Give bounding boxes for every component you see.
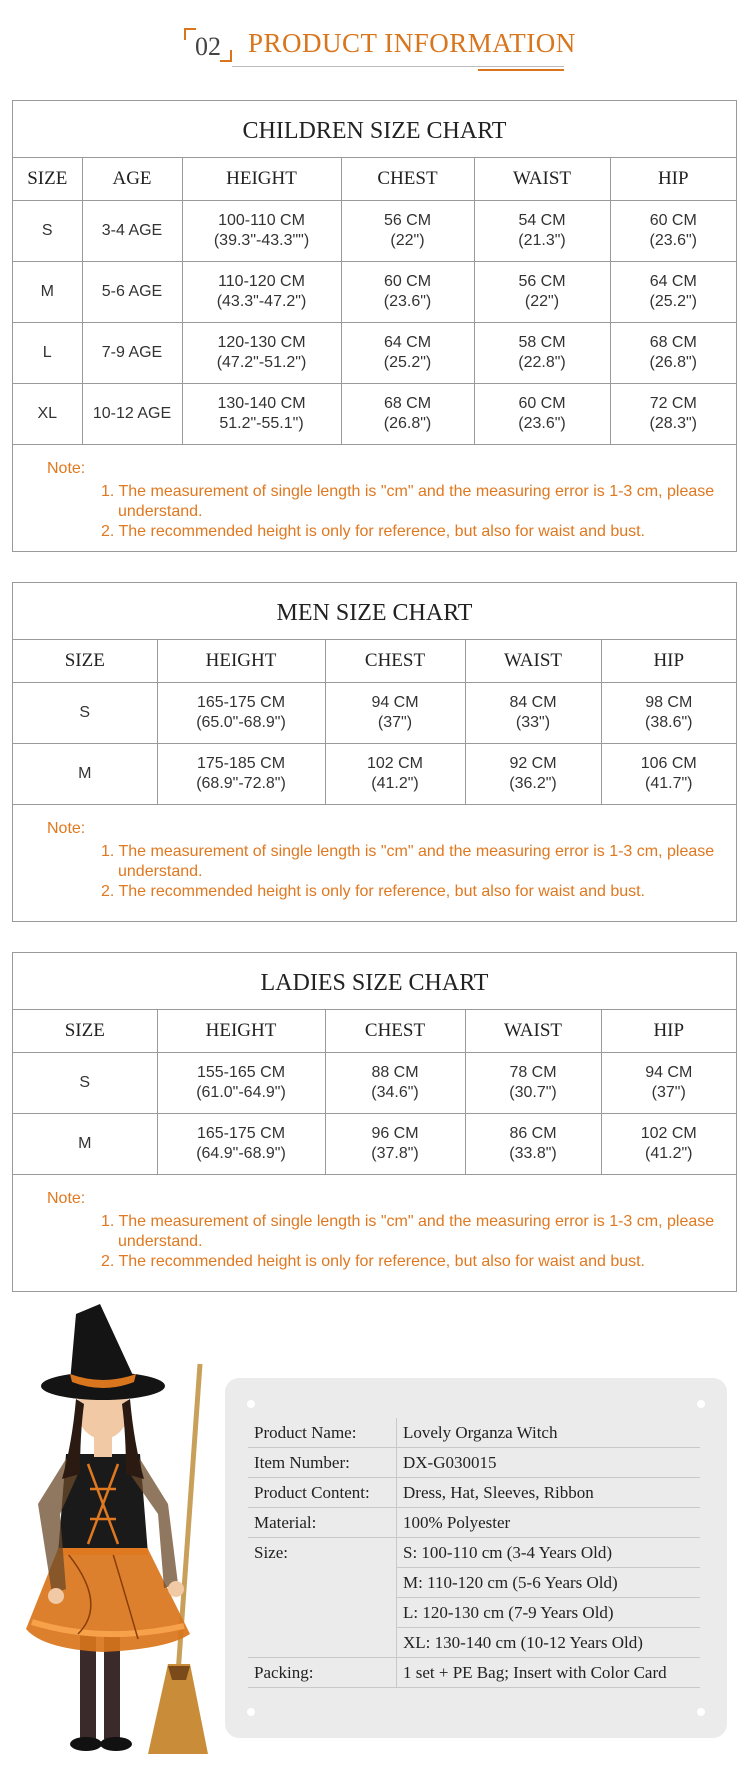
table-cell: 120-130 CM (47.2"-51.2") xyxy=(182,323,341,384)
note-label: Note: xyxy=(47,460,86,477)
hat-cone xyxy=(70,1304,136,1382)
table-cell: 165-175 CM (64.9"-68.9") xyxy=(157,1114,325,1175)
table-cell: 5-6 AGE xyxy=(82,262,182,323)
info-value: 100% Polyester xyxy=(397,1508,701,1538)
chart-title: LADIES SIZE CHART xyxy=(13,953,736,1010)
note-item: 1. The measurement of single length is "cm" and the measuring error is 1-3 cm, please understand. xyxy=(101,843,715,880)
column-header: HIP xyxy=(601,640,736,683)
table-header-row xyxy=(13,1010,736,1053)
table-cell: 94 CM (37") xyxy=(325,683,465,744)
card-rivet xyxy=(247,1400,255,1408)
section-title: PRODUCT INFORMATION xyxy=(248,28,576,58)
table-cell: 60 CM (23.6") xyxy=(341,262,474,323)
info-label: Product Content: xyxy=(248,1478,397,1508)
info-value: M: 110-120 cm (5-6 Years Old) xyxy=(397,1568,701,1598)
info-label: Item Number: xyxy=(248,1448,397,1478)
table-cell: 10-12 AGE xyxy=(82,384,182,445)
table-cell: 106 CM (41.7") xyxy=(601,744,736,805)
size-table xyxy=(13,1010,736,1175)
info-value: 1 set + PE Bag; Insert with Color Card xyxy=(397,1658,701,1688)
table-row xyxy=(13,384,736,445)
table-cell: 98 CM (38.6") xyxy=(601,683,736,744)
column-header: HEIGHT xyxy=(157,640,325,683)
table-cell: M xyxy=(13,744,157,805)
card-rivet xyxy=(247,1708,255,1716)
info-row xyxy=(248,1538,700,1568)
note-label: Note: xyxy=(47,1190,86,1207)
table-cell: 110-120 CM (43.3"-47.2") xyxy=(182,262,341,323)
table-cell: 155-165 CM (61.0"-64.9") xyxy=(157,1053,325,1114)
table-cell: 92 CM (36.2") xyxy=(465,744,601,805)
column-header: CHEST xyxy=(325,1010,465,1053)
table-cell: 64 CM (25.2") xyxy=(341,323,474,384)
table-cell: 60 CM (23.6") xyxy=(610,201,736,262)
table-cell: 68 CM (26.8") xyxy=(341,384,474,445)
shoe-left xyxy=(70,1737,102,1751)
card-rivet xyxy=(697,1400,705,1408)
section-number-frame xyxy=(184,28,232,62)
section-number: 02 xyxy=(195,32,221,61)
note-block xyxy=(13,805,736,902)
table-cell: 86 CM (33.8") xyxy=(465,1114,601,1175)
column-header: AGE xyxy=(82,158,182,201)
note-label: Note: xyxy=(47,820,86,837)
column-header: SIZE xyxy=(13,640,157,683)
table-row xyxy=(13,1053,736,1114)
info-value: L: 120-130 cm (7-9 Years Old) xyxy=(397,1598,701,1628)
column-header: WAIST xyxy=(465,640,601,683)
info-value: Dress, Hat, Sleeves, Ribbon xyxy=(397,1478,701,1508)
column-header: WAIST xyxy=(474,158,610,201)
table-cell: 102 CM (41.2") xyxy=(601,1114,736,1175)
table-row xyxy=(13,323,736,384)
info-label: Material: xyxy=(248,1508,397,1538)
note-item: 1. The measurement of single length is "cm" and the measuring error is 1-3 cm, please understand. xyxy=(101,1213,715,1250)
info-row xyxy=(248,1598,700,1628)
note-block xyxy=(13,445,736,542)
note-item: 1. The measurement of single length is "cm" and the measuring error is 1-3 cm, please understand. xyxy=(101,483,715,520)
column-header: HEIGHT xyxy=(157,1010,325,1053)
chart-title: CHILDREN SIZE CHART xyxy=(13,101,736,158)
info-row xyxy=(248,1628,700,1658)
info-value: XL: 130-140 cm (10-12 Years Old) xyxy=(397,1628,701,1658)
table-cell: 64 CM (25.2") xyxy=(610,262,736,323)
note-block xyxy=(13,1175,736,1272)
table-header-row xyxy=(13,640,736,683)
note-item: 2. The recommended height is only for reference, but also for waist and bust. xyxy=(101,883,645,900)
table-cell: S xyxy=(13,683,157,744)
size-table xyxy=(13,640,736,805)
section-header xyxy=(0,20,750,80)
product-info-table xyxy=(248,1418,700,1688)
chart-title: MEN SIZE CHART xyxy=(13,583,736,640)
ladies-size-chart xyxy=(12,952,737,1292)
table-cell: 58 CM (22.8") xyxy=(474,323,610,384)
table-row xyxy=(13,262,736,323)
shoe-right xyxy=(100,1737,132,1751)
table-cell: 60 CM (23.6") xyxy=(474,384,610,445)
table-cell: 72 CM (28.3") xyxy=(610,384,736,445)
table-cell: M xyxy=(13,1114,157,1175)
info-label: Product Name: xyxy=(248,1418,397,1448)
column-header: CHEST xyxy=(325,640,465,683)
table-cell: 78 CM (30.7") xyxy=(465,1053,601,1114)
info-value: Lovely Organza Witch xyxy=(397,1418,701,1448)
table-cell: S xyxy=(13,1053,157,1114)
column-header: HEIGHT xyxy=(182,158,341,201)
column-header: WAIST xyxy=(465,1010,601,1053)
table-cell: 68 CM (26.8") xyxy=(610,323,736,384)
witch-costume-illustration xyxy=(18,1304,218,1760)
info-value: S: 100-110 cm (3-4 Years Old) xyxy=(397,1538,701,1568)
table-cell: L xyxy=(13,323,82,384)
column-header: HIP xyxy=(601,1010,736,1053)
table-cell: 165-175 CM (65.0"-68.9") xyxy=(157,683,325,744)
header-divider xyxy=(232,66,564,67)
table-cell: 130-140 CM 51.2"-55.1") xyxy=(182,384,341,445)
table-cell: 56 CM (22") xyxy=(474,262,610,323)
info-row xyxy=(248,1658,700,1688)
card-rivet xyxy=(697,1708,705,1716)
table-cell: 7-9 AGE xyxy=(82,323,182,384)
table-cell: 175-185 CM (68.9"-72.8") xyxy=(157,744,325,805)
header-accent-line xyxy=(478,69,564,71)
note-item: 2. The recommended height is only for reference, but also for waist and bust. xyxy=(101,1253,645,1270)
note-item: 2. The recommended height is only for reference, but also for waist and bust. xyxy=(101,523,645,540)
column-header: SIZE xyxy=(13,158,82,201)
info-row xyxy=(248,1508,700,1538)
table-header-row xyxy=(13,158,736,201)
size-table xyxy=(13,158,736,445)
table-cell: 100-110 CM (39.3"-43.3"") xyxy=(182,201,341,262)
table-row xyxy=(13,744,736,805)
table-cell: 3-4 AGE xyxy=(82,201,182,262)
men-size-chart xyxy=(12,582,737,922)
info-row xyxy=(248,1448,700,1478)
column-header: HIP xyxy=(610,158,736,201)
info-row xyxy=(248,1418,700,1448)
table-row xyxy=(13,201,736,262)
table-cell: 102 CM (41.2") xyxy=(325,744,465,805)
table-cell: M xyxy=(13,262,82,323)
table-cell: 56 CM (22") xyxy=(341,201,474,262)
info-value: DX-G030015 xyxy=(397,1448,701,1478)
table-cell: S xyxy=(13,201,82,262)
info-row xyxy=(248,1568,700,1598)
table-cell: 88 CM (34.6") xyxy=(325,1053,465,1114)
table-cell: 96 CM (37.8") xyxy=(325,1114,465,1175)
table-row xyxy=(13,1114,736,1175)
column-header: CHEST xyxy=(341,158,474,201)
info-label: Size: xyxy=(248,1538,397,1568)
children-size-chart xyxy=(12,100,737,552)
column-header: SIZE xyxy=(13,1010,157,1053)
table-cell: 54 CM (21.3") xyxy=(474,201,610,262)
info-label: Packing: xyxy=(248,1658,397,1688)
table-cell: 94 CM (37") xyxy=(601,1053,736,1114)
table-cell: 84 CM (33") xyxy=(465,683,601,744)
info-row xyxy=(248,1478,700,1508)
table-row xyxy=(13,683,736,744)
table-cell: XL xyxy=(13,384,82,445)
